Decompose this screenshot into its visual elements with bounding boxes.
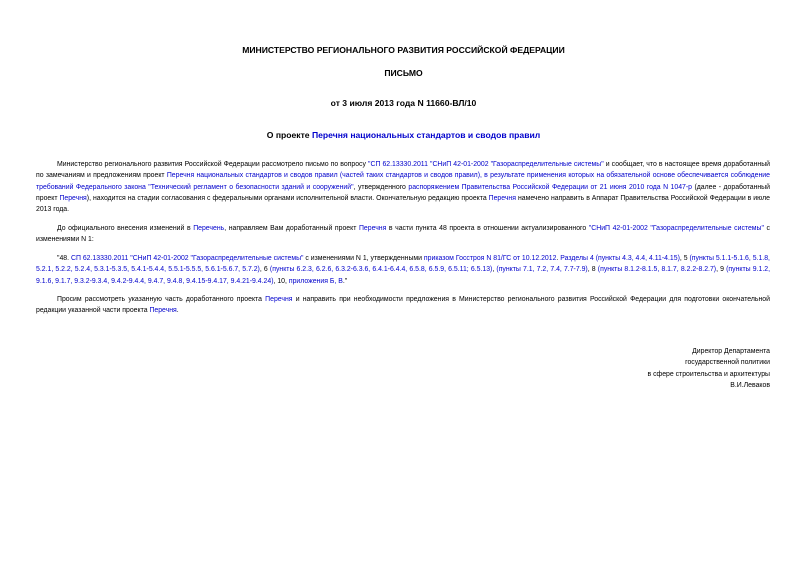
- text-run: , 5: [679, 255, 690, 262]
- text-run: (далее - доработанный проект: [36, 183, 770, 202]
- text-run: с изменениями N 1:: [36, 225, 770, 244]
- doc-type-title: ПИСЬМО: [384, 68, 423, 78]
- text-run: , 10,: [273, 277, 289, 285]
- signature-line: государственной политики: [685, 359, 770, 367]
- subject-link[interactable]: Перечня национальных стандартов и сводов правил: [311, 130, 541, 140]
- text-run: и направить при необходимости предложения в Министерство регионального развития Российской Федерации для подготовки окончательной редакции указанной части проекта: [36, 296, 770, 315]
- paragraph-4: [36, 294, 770, 317]
- link-rasporyazhenie[interactable]: распоряжением Правительства Российской Федерации от 21 июня 2010 года N 1047-р: [408, 183, 692, 191]
- link-razdel-7[interactable]: (пункты 7.1, 7.2, 7.4, 7.7-7.9): [496, 266, 588, 274]
- link-perechnya[interactable]: Перечня: [488, 194, 516, 202]
- text-run: .": [342, 277, 348, 285]
- link-sp-62[interactable]: "СП 62.13330.2011 "СНиП 42-01-2002 "Газораспределительные системы": [368, 161, 604, 168]
- text-run: ,: [492, 266, 497, 274]
- text-run: "48.: [57, 255, 71, 262]
- text-run: Министерство регионального развития Российской Федерации рассмотрело письмо по вопросу: [57, 161, 369, 168]
- doc-date-number: от 3 июля 2013 года N 11660-ВЛ/10: [330, 98, 477, 108]
- link-razdel-5[interactable]: (пункты 5.1.1-5.1.6, 5.1.8, 5.2.1, 5.2.2, 5.2.4, 5.3.1-5.3.5, 5.4.1-5.4.4, 5.5.1-5.5.5, 5.6.1-5.6.7, 5.7.2): [36, 255, 770, 274]
- paragraph-2: [36, 223, 770, 246]
- text-run: , направляем Вам доработанный проект: [224, 225, 359, 232]
- text-run: и сообщает, что в настоящее время доработанный по замечаниям и предложениям проект: [36, 161, 770, 180]
- link-perechnya[interactable]: Перечня: [59, 194, 87, 202]
- link-prilozheniya[interactable]: приложения Б, В: [288, 277, 343, 285]
- text-run: в части пункта 48 проекта в отношении актуализированного: [386, 225, 589, 232]
- link-perechen-full[interactable]: Перечня национальных стандартов и сводов правил (частей таких стандартов и сводов правил), в результате применения которых на обязательной основе обеспечивается соблюдение требований Федерального закона "Технический регламент о безопасности зданий и сооружений": [36, 172, 770, 191]
- text-run: ), находится на стадии согласования с федеральными органами исполнительной власти. Окончательную редакцию проекта: [86, 194, 489, 202]
- text-run: , утвержденного: [353, 183, 409, 191]
- text-run: .: [556, 255, 561, 262]
- text-run: с изменениями N 1, утвержденными: [303, 255, 424, 262]
- signature-block: [648, 346, 770, 391]
- paragraph-1: [36, 159, 770, 215]
- text-run: , 8: [587, 266, 598, 274]
- text-run: намечено направить в Аппарат Правительства Российской Федерации в июле 2013 года.: [36, 194, 771, 214]
- link-razdel-9[interactable]: (пункты 9.1.2, 9.1.6, 9.1.7, 9.3.2-9.3.4, 9.4.2-9.4.4, 9.4.7, 9.4.8, 9.4.15-9.4.17, 9.4.21-9.4.24): [36, 266, 771, 285]
- text-run: , 9: [716, 266, 727, 274]
- signature-name: В.И.Леваков: [730, 381, 770, 389]
- text-run: , 6: [259, 266, 270, 274]
- text-run: Просим рассмотреть указанную часть доработанного проекта: [57, 296, 266, 303]
- link-snip-42[interactable]: "СНиП 42-01-2002 "Газораспределительные системы": [588, 225, 764, 232]
- subject-prefix: О проекте: [266, 130, 312, 140]
- link-perechen[interactable]: Перечень: [193, 225, 225, 232]
- link-prikaz-gosstroya[interactable]: приказом Госстроя N 81/ГС от 10.12.2012: [423, 255, 557, 262]
- ministry-title: МИНИСТЕРСТВО РЕГИОНАЛЬНОГО РАЗВИТИЯ РОССИЙСКОЙ ФЕДЕРАЦИИ: [242, 45, 565, 55]
- link-perechnya[interactable]: Перечня: [265, 296, 293, 303]
- link-razdel-8[interactable]: (пункты 8.1.2-8.1.5, 8.1.7, 8.2.2-8.2.7): [597, 266, 717, 274]
- signature-line: в сфере строительства и архитектуры: [647, 370, 770, 378]
- text-run: .: [176, 307, 179, 315]
- link-razdel-4[interactable]: Разделы 4 (пункты 4.3, 4.4, 4.11-4.15): [560, 255, 680, 262]
- link-perechnya[interactable]: Перечня: [358, 225, 387, 232]
- text-run: До официального внесения изменений в: [57, 225, 194, 232]
- doc-subject: [0, 130, 807, 140]
- link-sp-62[interactable]: СП 62.13330.2011 "СНиП 42-01-2002 "Газораспределительные системы": [70, 255, 304, 262]
- link-perechnya[interactable]: Перечня: [149, 307, 177, 315]
- signature-line: Директор Департамента: [692, 348, 770, 355]
- paragraph-3: [36, 253, 770, 287]
- link-razdel-6[interactable]: (пункты 6.2.3, 6.2.6, 6.3.2-6.3.6, 6.4.1-6.4.4, 6.5.8, 6.5.9, 6.5.11; 6.5.13): [269, 266, 493, 274]
